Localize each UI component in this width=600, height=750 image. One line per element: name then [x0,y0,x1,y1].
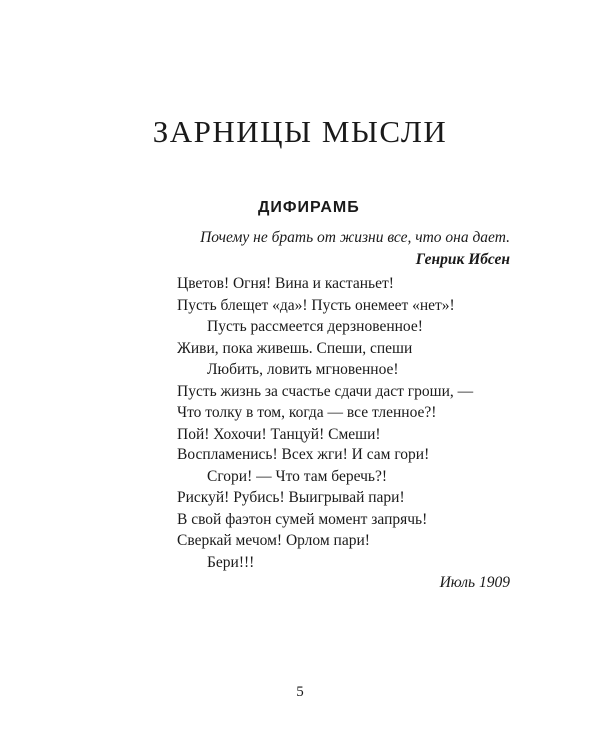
section-title: ЗАРНИЦЫ МЫСЛИ [152,114,448,149]
poem-line: Пой! Хохочи! Танцуй! Смеши! [177,425,381,443]
poem-line: Сверкай мечом! Орлом пари! [177,532,370,549]
poem-line: Пусть жизнь за счастье сдачи даст гроши, — [177,382,474,400]
poem-line: В свой фаэтон сумей момент запрячь! [177,510,428,528]
poem-date: Июль 1909 [439,574,510,591]
stanza-2 [177,444,429,573]
epigraph-text: Почему не брать от жизни все, что она дает. [200,229,510,246]
poem-line: Рискуй! Рубись! Выигрывай пари! [177,489,405,506]
poem-line: Воспламенись! Всех жги! И сам гори! [177,446,430,463]
poem-line: Что толку в том, когда — все тленное?! [177,404,437,421]
poem-line: Бери!!! [207,553,255,571]
poem-line: Сгори! — Что там беречь?! [207,467,388,485]
epigraph-author: Генрик Ибсен [415,251,510,268]
poem-line: Живи, пока живешь. Спеши, спеши [177,339,413,357]
stanza-1 [177,273,473,445]
poem-line: Цветов! Огня! Вина и кастаньет! [177,275,394,292]
poem-line: Пусть рассмеется дерзновенное! [207,318,423,335]
poem-line: Любить, ловить мгновенное! [207,361,399,378]
poem-title: ДИФИРАМБ [258,199,360,216]
epigraph [90,228,510,270]
page-number: 5 [296,684,304,700]
poem-line: Пусть блещет «да»! Пусть онемеет «нет»! [177,296,455,314]
